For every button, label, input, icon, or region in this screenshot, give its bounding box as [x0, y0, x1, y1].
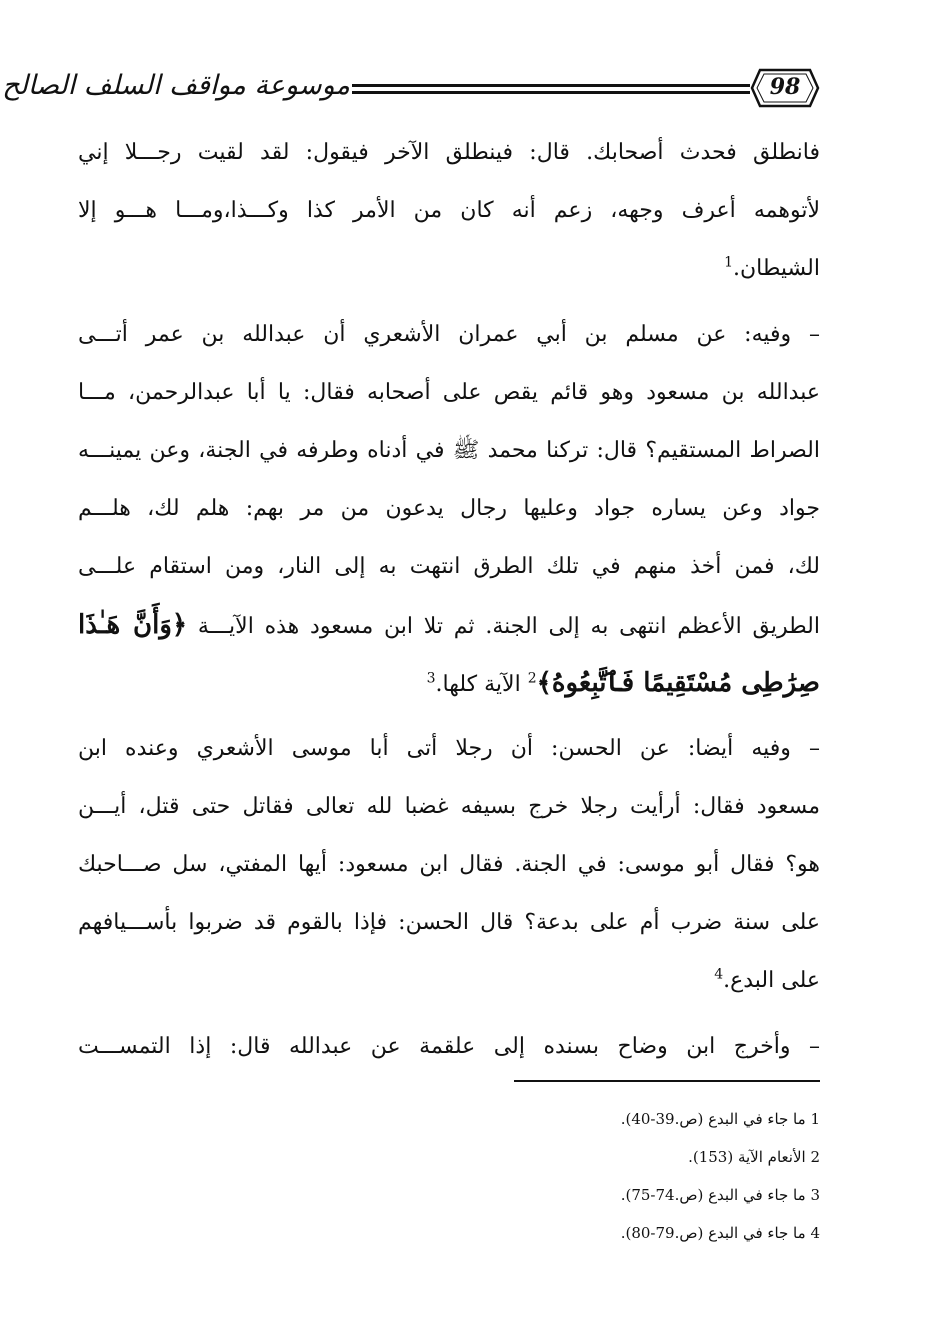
- text-line: مسعود فقال: أرأيت رجلا خرج بسيفه غضبا لله تعالى فقاتل حتى قتل، أيـــن: [78, 794, 820, 819]
- footnote: [514, 1214, 820, 1252]
- text-line: [78, 952, 820, 1010]
- text-run: الشيطان.: [733, 256, 820, 281]
- text-line: الصراط المستقيم؟ قال: تركنا محمد ﷺ في أدناه وطرفه في الجنة، وعن يمينـــه: [78, 438, 820, 463]
- text-run: الطريق الأعظم انتهى به إلى الجنة. ثم تلا ابن مسعود هذه الآيـــة: [197, 614, 820, 639]
- paragraph-4: [78, 1018, 820, 1076]
- text-line: عبدالله بن مسعود وهو قائم يقص على أصحابه فقال: يا أبا عبدالرحمن، مـــا: [78, 380, 820, 405]
- text-line: [78, 596, 820, 654]
- footnote: [514, 1176, 820, 1214]
- footnotes: [514, 1080, 820, 1252]
- footnote-text: ما جاء في البدع (ص.79-80).: [620, 1224, 806, 1242]
- text-line: [78, 240, 820, 298]
- text-line: لك، فمن أخذ منهم في تلك الطرق انتهت به إلى النار، ومن استقام علـــى: [78, 554, 820, 579]
- quran-verse: ﴿وَأَنَّ هَـٰذَا: [78, 610, 188, 640]
- paragraph-1: [78, 124, 820, 298]
- paragraph-2: [78, 306, 820, 712]
- text-line: [78, 654, 820, 712]
- footnote-number: 1: [810, 1110, 820, 1128]
- paragraph-3: [78, 720, 820, 1010]
- footnote-divider: [514, 1080, 820, 1082]
- footnote-ref[interactable]: 2: [527, 670, 537, 687]
- text-line: – وفيه: عن مسلم بن أبي عمران الأشعري أن عبدالله بن عمر أتـــى: [78, 322, 820, 347]
- text-line: فانطلق فحدث أصحابك. قال: فينطلق الآخر فيقول: لقد لقيت رجـــلا إني: [78, 140, 820, 165]
- footnote-ref[interactable]: 3: [426, 670, 436, 687]
- quran-verse: صِرَٰطِى مُسْتَقِيمًا فَٱتَّبِعُوهُ﴾: [536, 668, 820, 698]
- page-header: [2, 62, 820, 114]
- text-line: لأتوهمه أعرف وجهه، زعم أنه كان من الأمر كذا وكـــذا،ومـــا هـــو إلا: [78, 198, 820, 223]
- header-rule: [352, 84, 750, 94]
- footnote-number: 4: [810, 1224, 820, 1242]
- main-text: [78, 124, 820, 1084]
- footnote-ref[interactable]: 1: [724, 254, 734, 271]
- page-number: 98: [769, 74, 801, 100]
- text-line: على سنة ضرب أم على بدعة؟ قال الحسن: فإذا بالقوم قد ضربوا بأســـيافهم: [78, 910, 820, 935]
- text-line: هو؟ فقال أبو موسى: في الجنة. فقال ابن مسعود: أيها المفتي، سل صـــاحبك: [78, 852, 820, 877]
- footnote: [514, 1138, 820, 1176]
- footnote-number: 3: [810, 1186, 820, 1204]
- footnote-text: ما جاء في البدع (ص.39-40).: [620, 1110, 806, 1128]
- text-line: جواد وعن يساره جواد وعليها رجال يدعون من مر بهم: هلم لك، هلـــم: [78, 496, 820, 521]
- text-run: على البدع.: [723, 968, 820, 993]
- text-line: – وأخرج ابن وضاح بسنده إلى علقمة عن عبدالله قال: إذا التمســـت: [78, 1034, 820, 1059]
- footnote-text: الأنعام الآية (153).: [688, 1148, 806, 1166]
- text-run: الآية كلها.: [435, 672, 521, 697]
- footnote-ref[interactable]: 4: [714, 966, 724, 983]
- page-number-badge: [750, 66, 820, 110]
- footnote: [514, 1100, 820, 1138]
- footnote-text: ما جاء في البدع (ص.74-75).: [620, 1186, 806, 1204]
- text-line: – وفيه أيضا: عن الحسن: أن رجلا أتى أبا موسى الأشعري وعنده ابن: [78, 736, 820, 761]
- footnote-number: 2: [810, 1148, 820, 1166]
- book-title: موسوعة مواقف السلف الصالح: [2, 70, 350, 101]
